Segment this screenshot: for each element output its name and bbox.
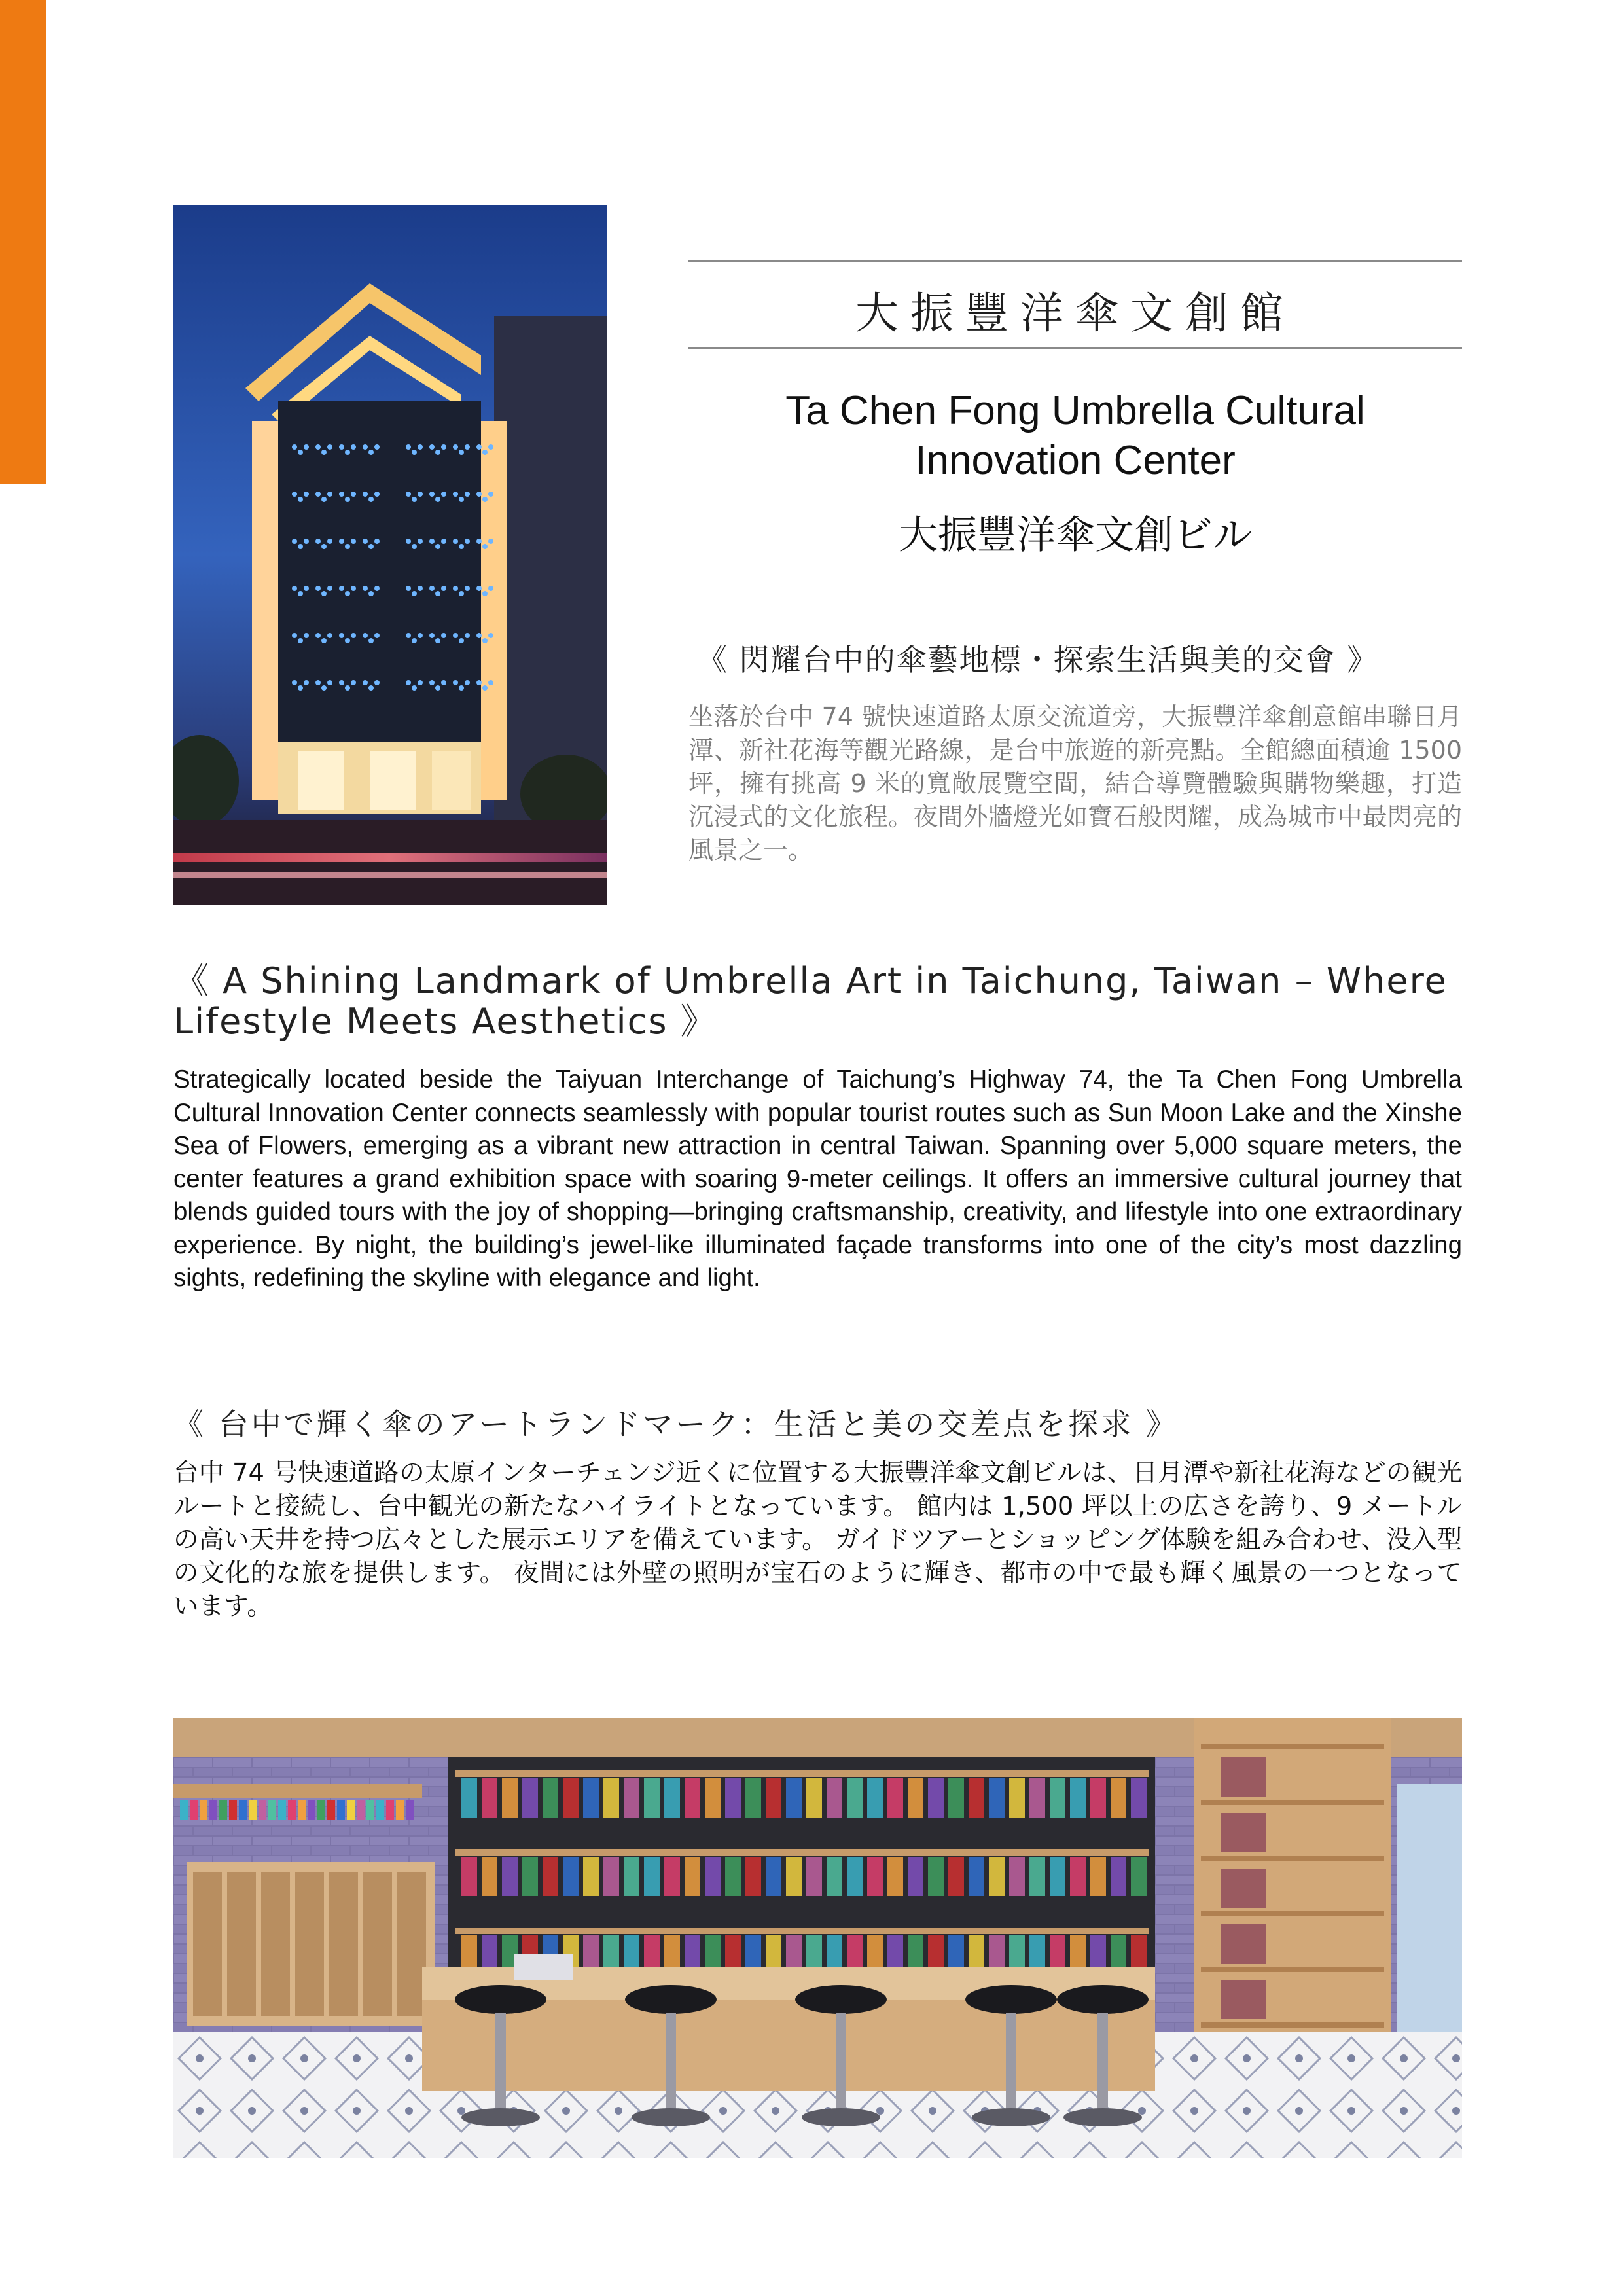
section-body-japanese: 台中 74 号快速道路の太原インターチェンジ近くに位置する大振豐洋傘文創ビルは、日月潭や新社花海などの観光ルートと接続し、台中観光の新たなハイライトとなっています。 館内は 1,500 坪以上の広さを誇り、9 メートルの高い天井を持つ広々とした展示エリアを備えています。 ガイドツアーとショッピング体験を組み合わせ、没入型の文化的な旅を提供します。 夜間には外壁の照明が宝石のように輝き、都市の中で最も輝く風景の一つとなっています。 xyxy=(173,1458,1462,1621)
title-japanese: 大振豐洋傘文創ビル xyxy=(899,512,1252,558)
building-night-photo xyxy=(173,205,607,905)
section-heading-japanese: 《 台中で輝く傘のアートランドマーク：生活と美の交差点を探求 》 xyxy=(173,1407,1179,1442)
section-heading-english: 《 A Shining Landmark of Umbrella Art in Taichung, Taiwan – Where Lifestyle Meets Aesthetics 》 xyxy=(173,960,1448,1042)
building-illustration xyxy=(173,205,607,905)
section-body-chinese: 坐落於台中 74 號快速道路太原交流道旁，大振豐洋傘創意館串聯日月潭、新社花海等觀光路線，是台中旅遊的新亮點。全館總面積逾 1500 坪，擁有挑高 9 米的寬敞展覽空間，結合導覽體驗與購物樂趣，打造沉浸式的文化旅程。夜間外牆燈光如寶石般閃耀，成為城市中最閃亮的風景之一。 xyxy=(688,702,1462,865)
workshop-interior-photo xyxy=(173,1718,1462,2158)
orange-accent-bar xyxy=(0,0,46,484)
section-heading-chinese: 《 閃耀台中的傘藝地標・探索生活與美的交會 》 xyxy=(697,642,1379,677)
title-bottom-rule xyxy=(688,347,1462,349)
title-english: Ta Chen Fong Umbrella Cultural Innovation Center xyxy=(785,388,1365,483)
title-top-rule xyxy=(688,260,1462,262)
section-body-english: Strategically located beside the Taiyuan Interchange of Taichung’s Highway 74, the Ta Chen Fong Umbrella Cultural Innovation Center connects seamlessly with popular tourist routes such as Sun Moon Lake and the Xinshe Sea of Flowers, emerging as a vibrant new attraction in central Taiwan. Spanning over 5,000 square meters, the center features a grand exhibition space with soaring 9-meter ceilings. It offers an immersive cultural journey that blends guided tours with the joy of shopping—bringing craftsmanship, creativity, and lifestyle into one extraordinary experience. By night, the building’s jewel-like illuminated façade transforms into one of the city’s most dazzling sights, redefining the skyline with elegance and light. xyxy=(173,1066,1462,1292)
interior-illustration xyxy=(173,1718,1462,2158)
title-chinese: 大振豐洋傘文創館 xyxy=(855,288,1295,338)
